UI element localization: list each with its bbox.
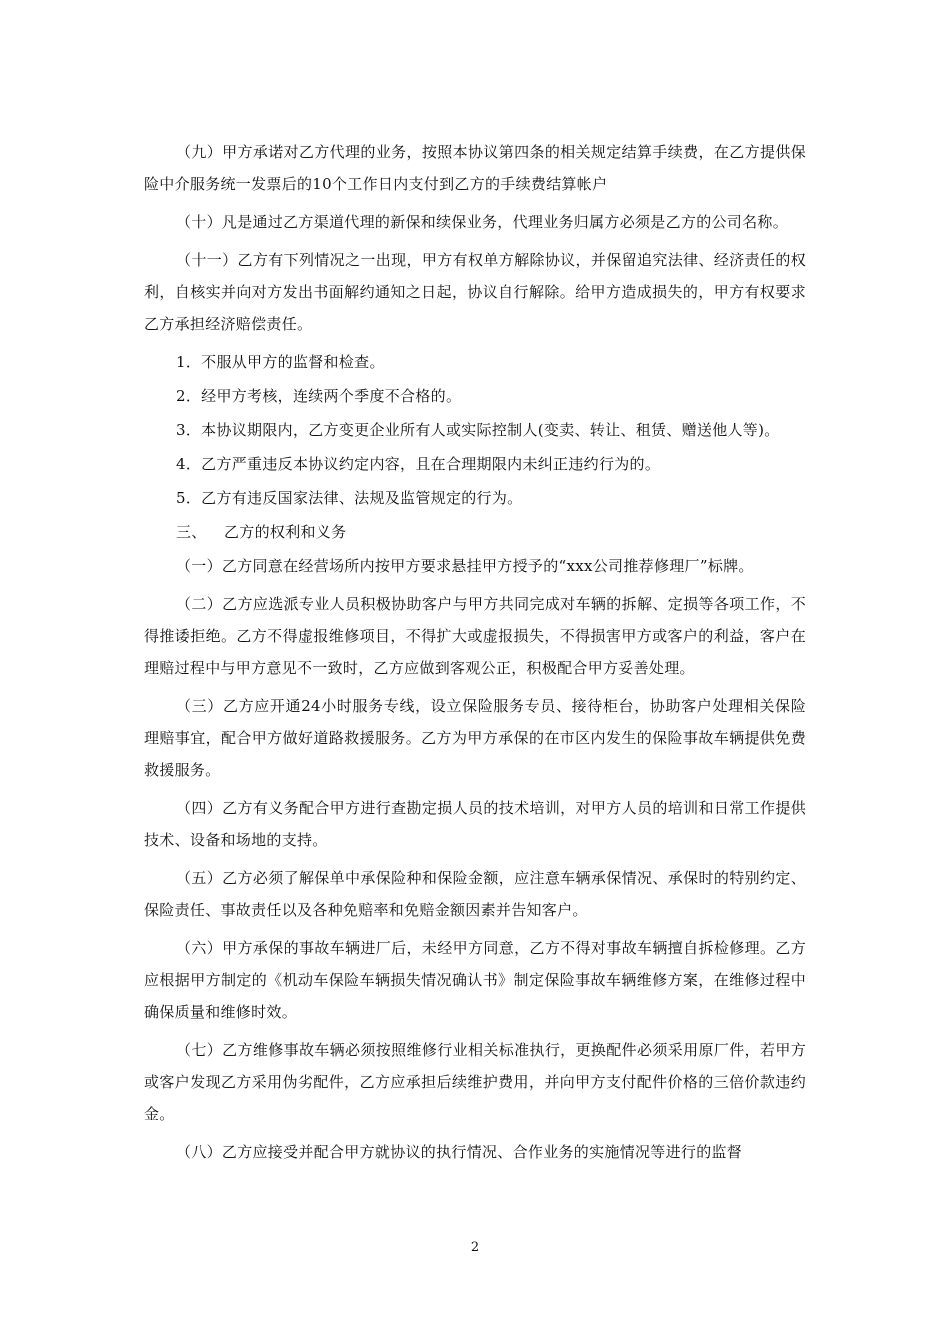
clause-paragraph: （十一）乙方有下列情况之一出现，甲方有权单方解除协议，并保留追究法律、经济责任的权利，自核实并向对方发出书面解约通知之日起，协议自行解除。给甲方造成损失的，甲方有权要求乙方承担经济赔偿责任。 xyxy=(144,251,806,333)
section-number: 三、 xyxy=(176,523,207,541)
clause-paragraph: （九）甲方承诺对乙方代理的业务，按照本协议第四条的相关规定结算手续费，在乙方提供保险中介服务统一发票后的10个工作日内支付到乙方的手续费结算帐户 xyxy=(144,143,806,193)
document-body xyxy=(144,136,806,1168)
clause-paragraph: （十）凡是通过乙方渠道代理的新保和续保业务，代理业务归属方必须是乙方的公司名称。 xyxy=(176,213,789,231)
clause-paragraph: （二）乙方应选派专业人员积极协助客户与甲方共同完成对车辆的拆解、定损等各项工作，不得推诿拒绝。乙方不得虚报维修项目，不得扩大或虚报损失，不得损害甲方或客户的利益，客户在理赔过程中与甲方意见不一致时，乙方应做到客观公正，积极配合甲方妥善处理。 xyxy=(144,595,806,677)
list-item: 3．本协议期限内，乙方变更企业所有人或实际控制人(变卖、转让、租赁、赠送他人等)。 xyxy=(176,421,780,439)
list-item: 2．经甲方考核，连续两个季度不合格的。 xyxy=(176,387,462,405)
clause-paragraph: （四）乙方有义务配合甲方进行查勘定损人员的技术培训，对甲方人员的培训和日常工作提供技术、设备和场地的支持。 xyxy=(144,799,806,849)
clause-paragraph: （三）乙方应开通24小时服务专线，设立保险服务专员、接待柜台，协助客户处理相关保险理赔事宜，配合甲方做好道路救援服务。乙方为甲方承保的在市区内发生的保险事故车辆提供免费救援服务。 xyxy=(144,697,806,779)
clause-paragraph: （一）乙方同意在经营场所内按甲方要求悬挂甲方授予的“xxx公司推荐修理厂”标牌。 xyxy=(176,557,754,575)
clause-paragraph: （六）甲方承保的事故车辆进厂后，未经甲方同意，乙方不得对事故车辆擅自拆检修理。乙方应根据甲方制定的《机动车保险车辆损失情况确认书》制定保险事故车辆维修方案，在维修过程中确保质量和维修时效。 xyxy=(144,939,806,1021)
clause-paragraph: （七）乙方维修事故车辆必须按照维修行业相关标准执行，更换配件必须采用原厂件，若甲方或客户发现乙方采用伪劣配件，乙方应承担后续维护费用，并向甲方支付配件价格的三倍价款违约金。 xyxy=(144,1041,806,1123)
page-number: 2 xyxy=(470,1240,480,1255)
list-item: 4．乙方严重违反本协议约定内容，且在合理期限内未纠正违约行为的。 xyxy=(176,455,661,473)
section-heading xyxy=(144,516,806,548)
clause-paragraph: （八）乙方应接受并配合甲方就协议的执行情况、合作业务的实施情况等进行的监督 xyxy=(176,1143,743,1161)
section-title: 乙方的权利和义务 xyxy=(224,523,347,541)
list-item: 5．乙方有违反国家法律、法规及监管规定的行为。 xyxy=(176,489,523,507)
clause-paragraph: （五）乙方必须了解保单中承保险种和保险金额，应注意车辆承保情况、承保时的特别约定、保险责任、事故责任以及各种免赔率和免赔金额因素并告知客户。 xyxy=(144,869,806,919)
list-item: 1．不服从甲方的监督和检查。 xyxy=(176,353,385,371)
